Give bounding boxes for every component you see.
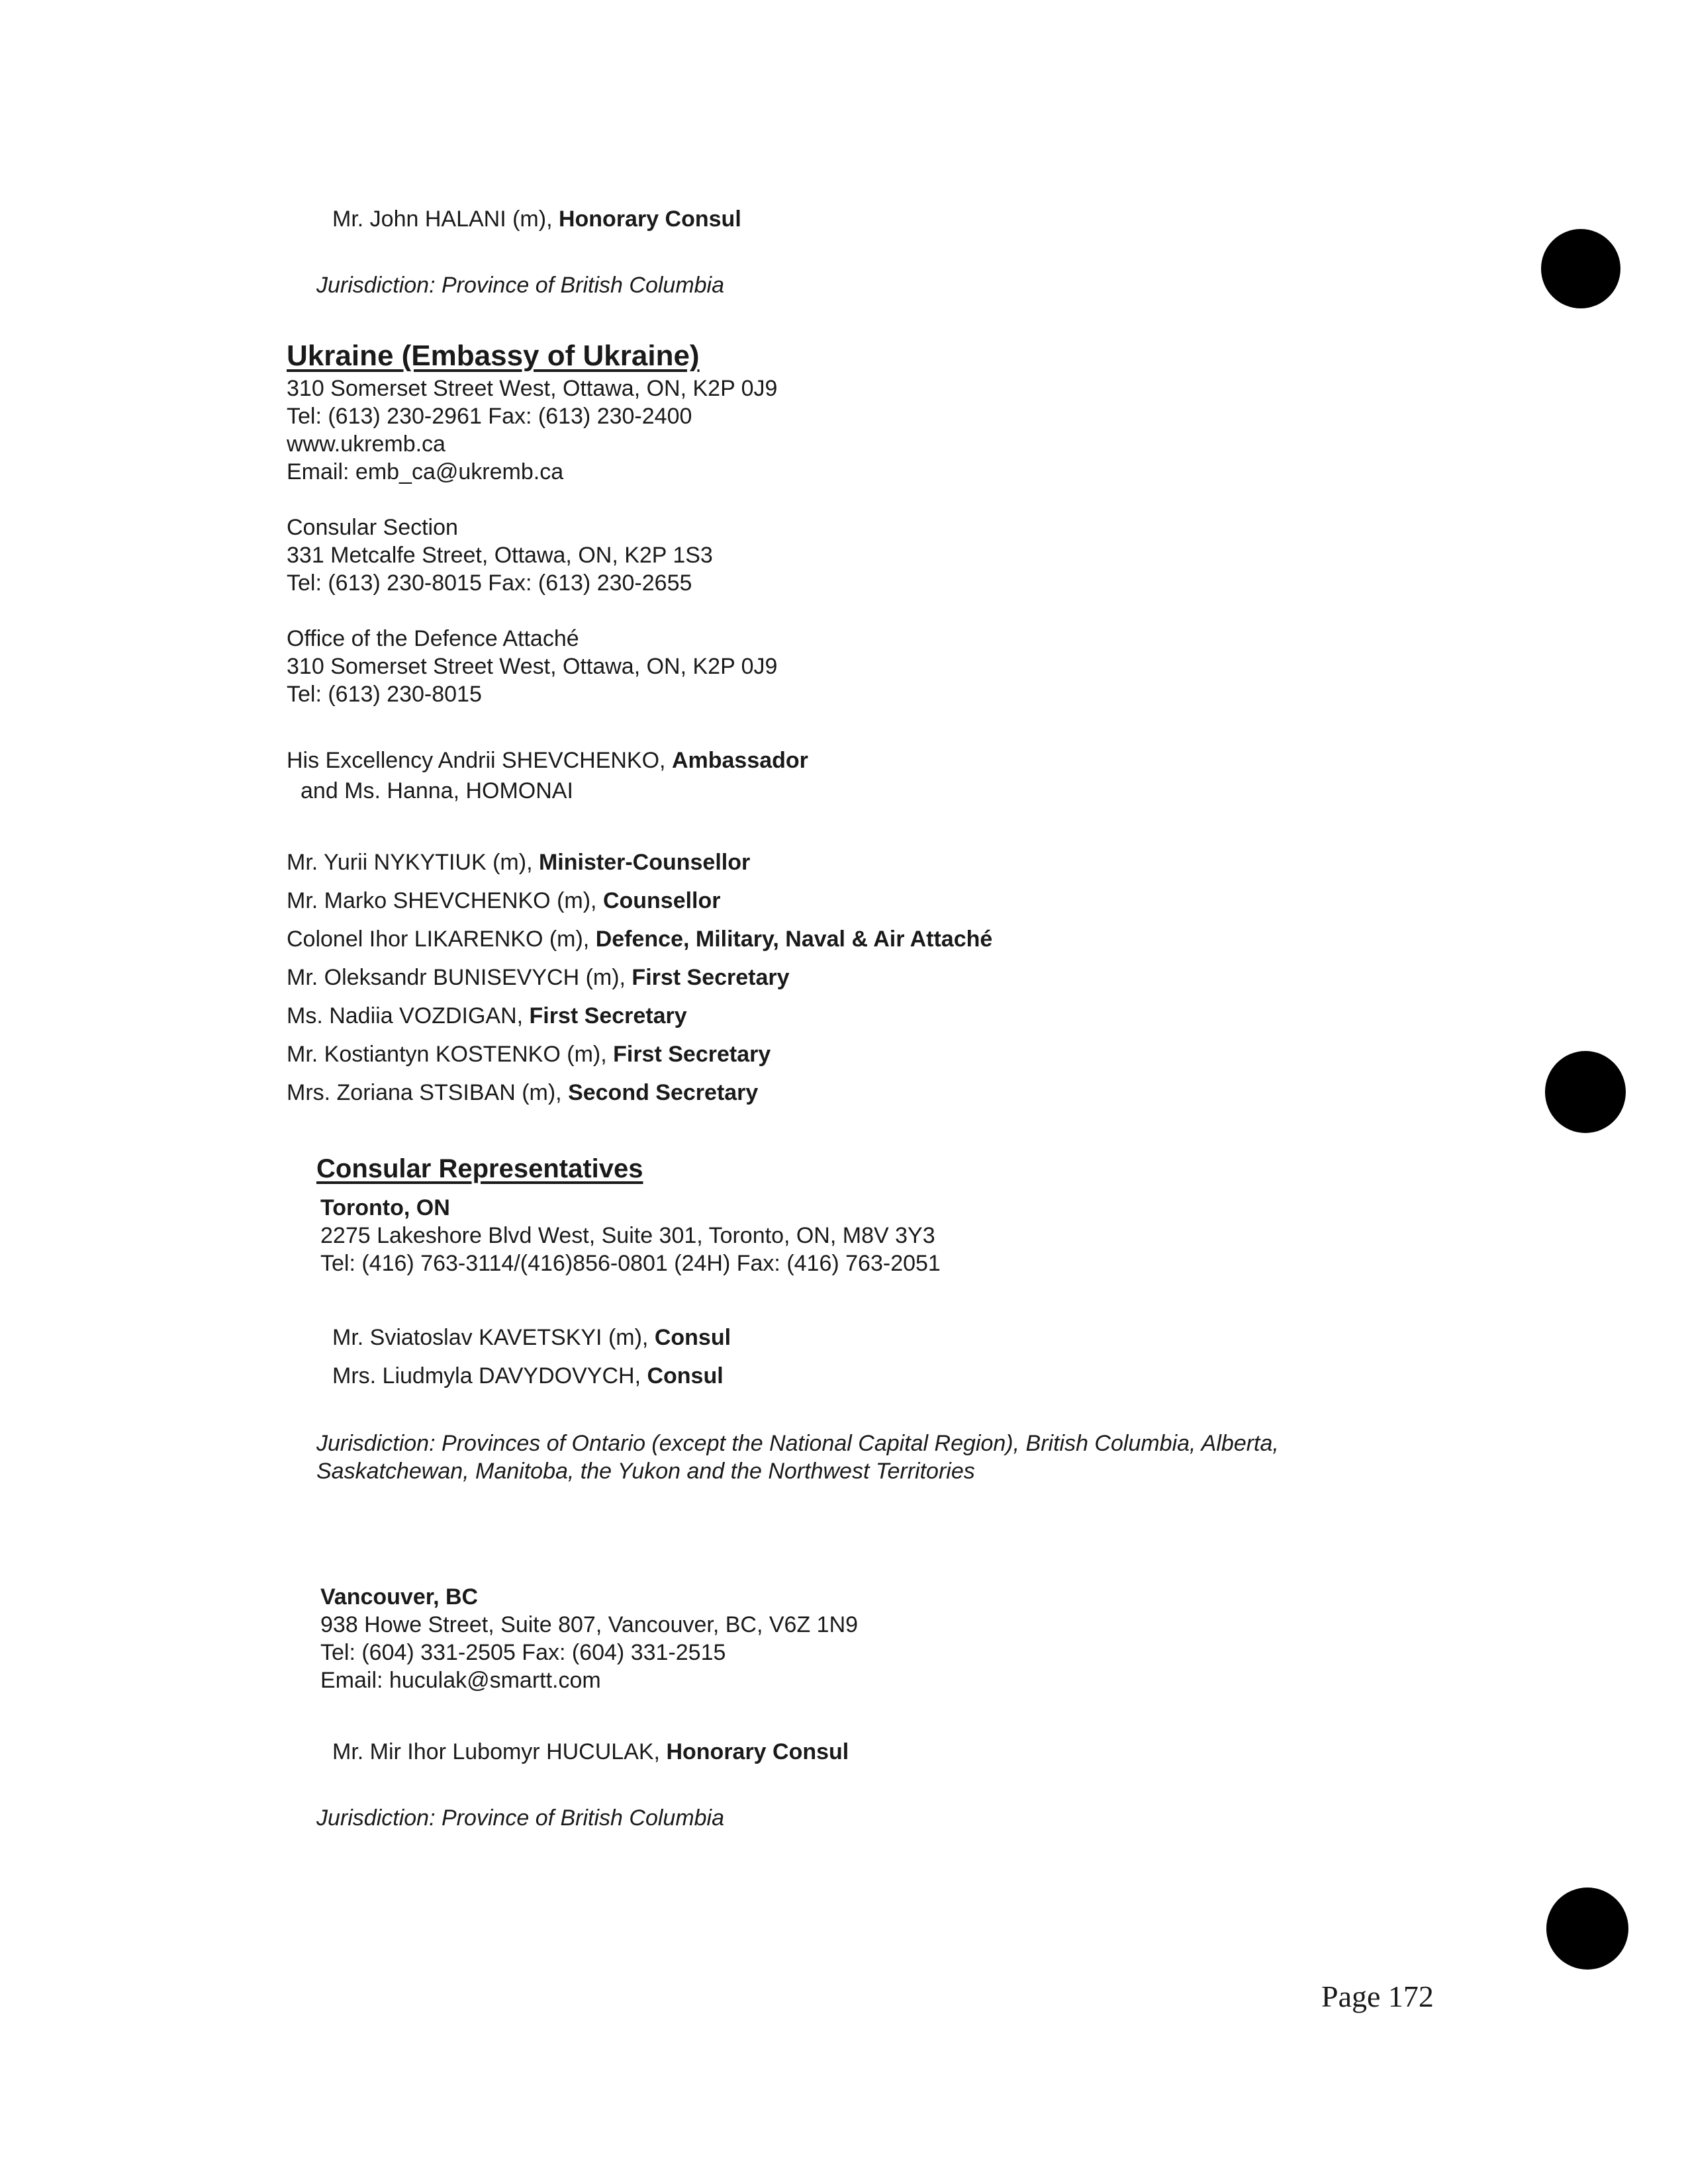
jurisdiction-text: Provinces of Ontario (except the National Capital Region), British Columbia, Alberta, — [435, 1431, 1279, 1456]
person-name: Mr. John HALANI (m), — [332, 206, 559, 232]
consul-name: Mr. Sviatoslav KAVETSKYI (m), — [332, 1325, 655, 1350]
punch-hole-top — [1541, 229, 1620, 308]
toronto-jurisdiction-line1 — [316, 1430, 1279, 1457]
staff-row — [287, 1002, 687, 1030]
staff-title: Second Secretary — [568, 1080, 759, 1105]
ambassador-spouse: and Ms. Hanna, HOMONAI — [301, 778, 573, 803]
staff-row — [287, 1079, 758, 1107]
honorary-consul-halani — [332, 205, 741, 233]
ambassador-title: Ambassador — [671, 748, 808, 773]
embassy-website[interactable]: www.ukremb.ca — [287, 432, 445, 457]
staff-title: Minister-Counsellor — [538, 850, 751, 875]
consular-section-phone: Tel: (613) 230-8015 Fax: (613) 230-2655 — [287, 570, 692, 596]
consul-title: Consul — [647, 1363, 724, 1388]
vancouver-consul — [332, 1738, 849, 1766]
jurisdiction-label: Jurisdiction: — [316, 1805, 436, 1831]
staff-title: Defence, Military, Naval & Air Attaché — [595, 927, 993, 952]
embassy-address: 310 Somerset Street West, Ottawa, ON, K2P 0J9 — [287, 376, 778, 401]
toronto-city: Toronto, ON — [320, 1195, 450, 1220]
consul-name: Mr. Mir Ihor Lubomyr HUCULAK, — [332, 1739, 667, 1764]
toronto-address: 2275 Lakeshore Blvd West, Suite 301, Toronto, ON, M8V 3Y3 — [320, 1223, 935, 1248]
staff-name: Mr. Kostiantyn KOSTENKO (m), — [287, 1042, 614, 1067]
jurisdiction-bc-top — [316, 271, 724, 299]
staff-title: First Secretary — [613, 1042, 771, 1067]
toronto-jurisdiction-line2: Saskatchewan, Manitoba, the Yukon and the Northwest Territories — [316, 1459, 975, 1484]
consular-section-name: Consular Section — [287, 515, 458, 540]
vancouver-address: 938 Howe Street, Suite 807, Vancouver, BC, V6Z 1N9 — [320, 1612, 859, 1637]
vancouver-phone: Tel: (604) 331-2505 Fax: (604) 331-2515 — [320, 1640, 726, 1665]
embassy-heading: Ukraine (Embassy of Ukraine) — [287, 340, 700, 372]
page-number: Page 172 — [1321, 1979, 1434, 2013]
toronto-consul — [332, 1362, 724, 1390]
consul-title: Honorary Consul — [666, 1739, 849, 1764]
staff-row — [287, 925, 992, 953]
staff-name: Mrs. Zoriana STSIBAN (m), — [287, 1080, 569, 1105]
ambassador-name: His Excellency Andrii SHEVCHENKO, — [287, 748, 672, 773]
vancouver-jurisdiction — [316, 1804, 724, 1832]
staff-title: First Secretary — [529, 1003, 687, 1028]
punch-hole-bottom — [1546, 1888, 1628, 1970]
vancouver-email[interactable]: Email: huculak@smartt.com — [320, 1668, 601, 1693]
staff-row — [287, 1040, 771, 1068]
person-title: Honorary Consul — [558, 206, 741, 232]
jurisdiction-text: Province of British Columbia — [435, 1805, 725, 1831]
embassy-phone: Tel: (613) 230-2961 Fax: (613) 230-2400 — [287, 404, 692, 429]
jurisdiction-text: Province of British Columbia — [435, 273, 725, 298]
jurisdiction-label: Jurisdiction: — [316, 1431, 436, 1456]
toronto-consul — [332, 1324, 731, 1351]
consul-name: Mrs. Liudmyla DAVYDOVYCH, — [332, 1363, 647, 1388]
defence-office-address: 310 Somerset Street West, Ottawa, ON, K2P 0J9 — [287, 654, 778, 679]
staff-name: Colonel Ihor LIKARENKO (m), — [287, 927, 596, 952]
staff-title: Counsellor — [602, 888, 721, 913]
ambassador — [287, 747, 808, 774]
vancouver-city: Vancouver, BC — [320, 1584, 479, 1610]
staff-name: Mr. Yurii NYKYTIUK (m), — [287, 850, 539, 875]
staff-row — [287, 964, 790, 991]
staff-row — [287, 887, 721, 915]
embassy-email[interactable]: Email: emb_ca@ukremb.ca — [287, 459, 564, 484]
staff-name: Ms. Nadiia VOZDIGAN, — [287, 1003, 530, 1028]
consular-section-address: 331 Metcalfe Street, Ottawa, ON, K2P 1S3 — [287, 543, 713, 568]
staff-name: Mr. Marko SHEVCHENKO (m), — [287, 888, 603, 913]
consul-title: Consul — [654, 1325, 731, 1350]
staff-title: First Secretary — [632, 965, 790, 990]
consular-reps-heading: Consular Representatives — [316, 1154, 643, 1183]
punch-hole-middle — [1545, 1051, 1626, 1133]
jurisdiction-label: Jurisdiction: — [316, 273, 436, 298]
staff-row — [287, 848, 750, 876]
defence-office-phone: Tel: (613) 230-8015 — [287, 682, 482, 707]
toronto-phone: Tel: (416) 763-3114/(416)856-0801 (24H) Fax: (416) 763-2051 — [320, 1251, 941, 1276]
defence-office-name: Office of the Defence Attaché — [287, 626, 579, 651]
staff-name: Mr. Oleksandr BUNISEVYCH (m), — [287, 965, 632, 990]
